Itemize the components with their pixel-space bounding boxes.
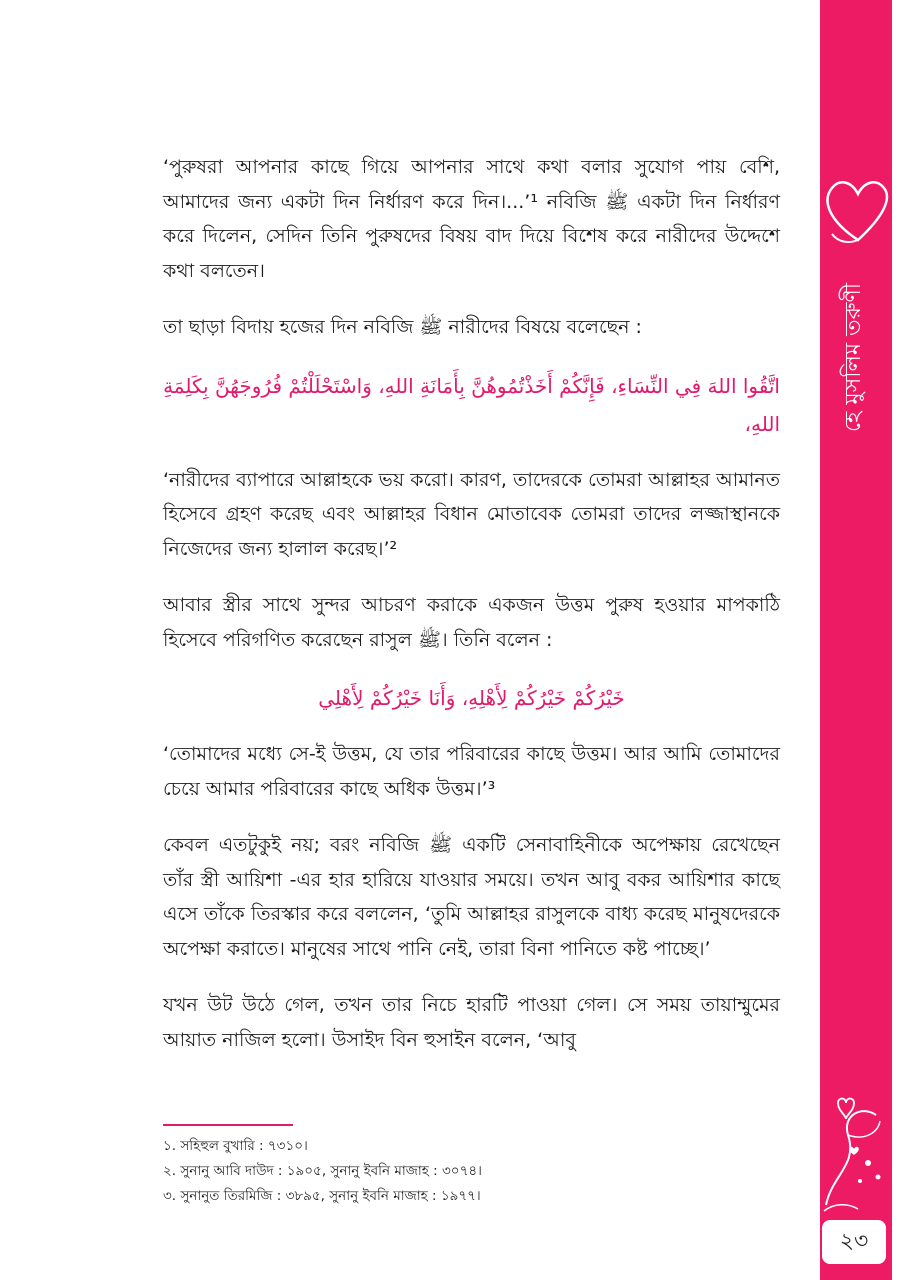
footnotes <box>163 1124 763 1209</box>
page-number: ২৩ <box>822 1220 886 1264</box>
paragraph-7: যখন উট উঠে গেল, তখন তার নিচে হারটি পাওয়া গেল। সে সময় তায়াম্মুমের আয়াত নাজিল হলো। উসাইদ বিন হুসাইন বলেন, ‘আবু <box>163 994 780 1051</box>
footnote-divider <box>163 1124 293 1126</box>
paragraph-6: কেবল এতটুকুই নয়; বরং নবিজি ﷺ একটি সেনাবাহিনীকে অপেক্ষায় রেখেছেন তাঁর স্ত্রী আয়িশা -এর হার হারিয়ে যাওয়ার সময়ে। তখন আবু বকর আয়িশার কাছে এসে তাঁকে তিরস্কার করে বললেন, ‘তুমি আল্লাহর রাসুলকে বাধ্য করেছ মানুষদেরকে অপেক্ষা করাতে। মানুষের সাথে পানি নেই, তারা বিনা পানিতে কষ্ট পাচ্ছে।’ <box>163 834 781 960</box>
arabic-quote-1: اتَّقُوا اللهَ فِي النِّسَاءِ، فَإِنَّكُمْ أَخَذْتُمُوهُنَّ بِأَمَانَةِ اللهِ، وَاسْتَحْلَلْتُمْ فُرُوجَهُنَّ بِكَلِمَةِ اللهِ، <box>163 373 780 436</box>
main-text <box>163 150 780 1079</box>
paragraph-3: ‘নারীদের ব্যাপারে আল্লাহকে ভয় করো। কারণ, তাদেরকে তোমরা আল্লাহর আমানত হিসেবে গ্রহণ করেছ এবং আল্লাহর বিধান মোতাবেক তোমরা তাদের লজ্জাস্থানকে নিজেদের জন্য হালাল করেছ।’² <box>163 468 780 560</box>
heart-vine-icon <box>818 1085 894 1215</box>
paragraph-1: ‘পুরুষরা আপনার কাছে গিয়ে আপনার সাথে কথা বলার সুযোগ পায় বেশি, আমাদের জন্য একটা দিন নির্ধারণ করে দিন।...’¹ নবিজি ﷺ একটা দিন নির্ধারণ করে দিলেন, সেদিন তিনি পুরুষদের বিষয় বাদ দিয়ে বিশেষ করে নারীদের উদ্দেশে কথা বলতেন। <box>163 156 780 282</box>
footnote-1: ১. সহিহুল বুখারি : ৭৩১০। <box>163 1138 308 1154</box>
paragraph-5: ‘তোমাদের মধ্যে সে-ই উত্তম, যে তার পরিবারের কাছে উত্তম। আর আমি তোমাদের চেয়ে আমার পরিবারের কাছে অধিক উত্তম।’³ <box>163 743 780 800</box>
paragraph-2: তা ছাড়া বিদায় হজের দিন নবিজি ﷺ নারীদের বিষয়ে বলেছেন : <box>163 316 642 338</box>
paragraph-4: আবার স্ত্রীর সাথে সুন্দর আচরণ করাকে একজন উত্তম পুরুষ হওয়ার মাপকাঠি হিসেবে পরিগণিত করেছেন রাসুল ﷺ। তিনি বলেন : <box>163 594 780 651</box>
arabic-quote-2: خَيْرُكُمْ خَيْرُكُمْ لِأَهْلِهِ، وَأَنَا خَيْرُكُمْ لِأَهْلِي <box>318 686 625 710</box>
footnote-2: ২. সুনানু আবি দাউদ : ১৯০৫, সুনানু ইবনি মাজাহ : ৩০৭৪। <box>163 1163 482 1179</box>
sidebar-title: হে মুসলিম তরুণী <box>841 282 866 432</box>
footnote-3: ৩. সুনানুত তিরমিজি : ৩৮৯৫, সুনানু ইবনি মাজাহ : ১৯৭৭। <box>163 1188 481 1204</box>
